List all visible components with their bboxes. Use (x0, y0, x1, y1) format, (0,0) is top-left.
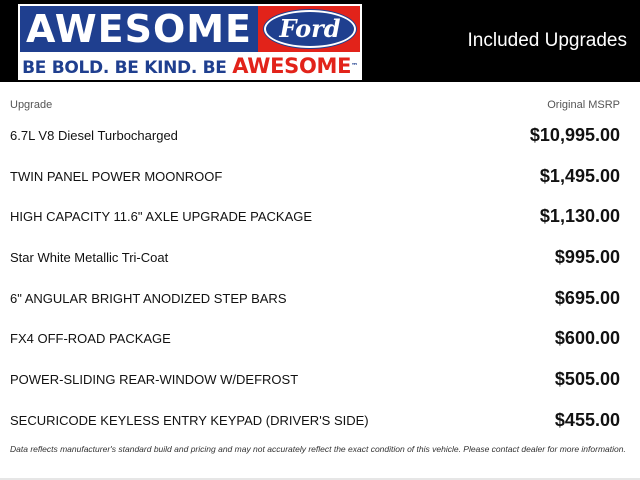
upgrade-price: $10,995.00 (529, 124, 620, 145)
page-title: Included Upgrades (467, 30, 627, 51)
table-row (10, 400, 620, 441)
upgrade-price: $1,130.00 (539, 206, 620, 227)
table-row (10, 318, 620, 359)
table-row (10, 196, 620, 237)
upgrade-name: SECURICODE KEYLESS ENTRY KEYPAD (DRIVER'S SIDE) (10, 412, 369, 428)
upgrade-name: POWER-SLIDING REAR-WINDOW W/DEFROST (10, 371, 299, 387)
upgrade-price: $695.00 (554, 287, 620, 308)
table-row (10, 278, 620, 319)
logo-banner (20, 6, 360, 52)
column-header-msrp: Original MSRP (547, 99, 620, 111)
upgrade-name: HIGH CAPACITY 11.6" AXLE UPGRADE PACKAGE (10, 209, 313, 225)
column-header-upgrade: Upgrade (10, 99, 53, 111)
table-row (10, 237, 620, 278)
disclaimer-text: Data reflects manufacturer's standard build and pricing and may not accurately reflect the exact condition of this vehicle. Please contact dealer for more information. (10, 444, 626, 454)
upgrade-name: 6" ANGULAR BRIGHT ANODIZED STEP BARS (10, 290, 287, 306)
table-row (10, 115, 620, 156)
upgrade-price: $1,495.00 (539, 165, 620, 186)
dealer-logo (18, 4, 362, 80)
upgrade-name: 6.7L V8 Diesel Turbocharged (10, 127, 178, 143)
ford-oval-logo: Ford (264, 10, 356, 48)
table-row (10, 359, 620, 400)
header-bar (0, 0, 640, 82)
upgrade-name: FX4 OFF-ROAD PACKAGE (10, 331, 171, 347)
table-row (10, 156, 620, 197)
upgrade-price: $505.00 (554, 368, 620, 389)
trademark-mark: ™ (351, 62, 358, 70)
tagline-prefix: BE BOLD. BE KIND. BE (22, 58, 233, 78)
upgrade-price: $600.00 (554, 328, 620, 349)
table-header (10, 99, 620, 113)
upgrade-price: $995.00 (554, 246, 620, 267)
logo-tagline (20, 52, 360, 80)
upgrade-price: $455.00 (554, 409, 620, 430)
upgrade-name: TWIN PANEL POWER MOONROOF (10, 168, 223, 184)
upgrade-name: Star White Metallic Tri-Coat (10, 249, 169, 265)
upgrades-list (10, 115, 620, 441)
logo-word: AWESOME (20, 6, 258, 52)
tagline-emphasis: AWESOME (232, 54, 352, 78)
